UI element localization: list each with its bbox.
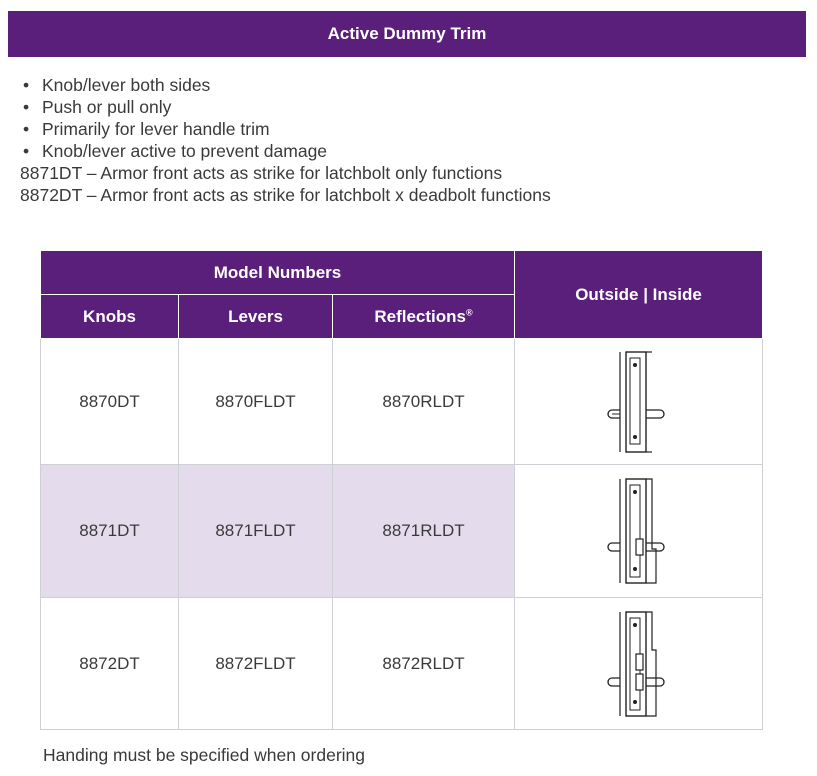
lock-diagram-latch-icon <box>604 477 674 585</box>
knob-model-cell: 8872DT <box>41 598 179 730</box>
illustration-cell <box>515 598 763 730</box>
knob-model-cell: 8870DT <box>41 339 179 465</box>
section-title-text: Active Dummy Trim <box>327 24 487 43</box>
section-title <box>8 11 806 57</box>
bullet-dot-icon: • <box>23 97 30 117</box>
lock-diagram-latch-deadbolt-icon <box>604 610 674 718</box>
illustration-cell <box>515 339 763 465</box>
reflections-model-cell: 8871RLDT <box>333 465 515 598</box>
feature-bullet: • Push or pull only <box>23 97 172 117</box>
reflections-model-cell: 8870RLDT <box>333 339 515 465</box>
outside-inside-header: Outside | Inside <box>515 251 763 339</box>
reflections-model-cell: 8872RLDT <box>333 598 515 730</box>
lever-model-cell: 8870FLDT <box>179 339 333 465</box>
feature-bullet: • Primarily for lever handle trim <box>23 119 270 139</box>
bullet-dot-icon: • <box>23 119 30 139</box>
levers-header: Levers <box>179 295 333 339</box>
lock-diagram-latch-none-icon <box>604 350 674 454</box>
handing-note: Handing must be specified when ordering <box>43 745 365 765</box>
function-note: 8872DT – Armor front acts as strike for latchbolt x deadbolt functions <box>20 185 551 205</box>
model-numbers-header: Model Numbers <box>41 251 515 295</box>
registered-mark: ® <box>466 306 473 317</box>
function-note: 8871DT – Armor front acts as strike for latchbolt only functions <box>20 163 503 183</box>
lever-model-cell: 8871FLDT <box>179 465 333 598</box>
feature-bullet: • Knob/lever active to prevent damage <box>23 141 328 161</box>
feature-list <box>20 74 800 206</box>
table-row <box>41 465 763 598</box>
knobs-header: Knobs <box>41 295 179 339</box>
bullet-dot-icon: • <box>23 75 30 95</box>
model-numbers-table <box>40 250 763 730</box>
lever-model-cell: 8872FLDT <box>179 598 333 730</box>
feature-bullet: • Knob/lever both sides <box>23 75 211 95</box>
table-row <box>41 598 763 730</box>
bullet-dot-icon: • <box>23 141 30 161</box>
reflections-header: Reflections® <box>333 295 515 339</box>
table-row <box>41 339 763 465</box>
knob-model-cell: 8871DT <box>41 465 179 598</box>
illustration-cell <box>515 465 763 598</box>
